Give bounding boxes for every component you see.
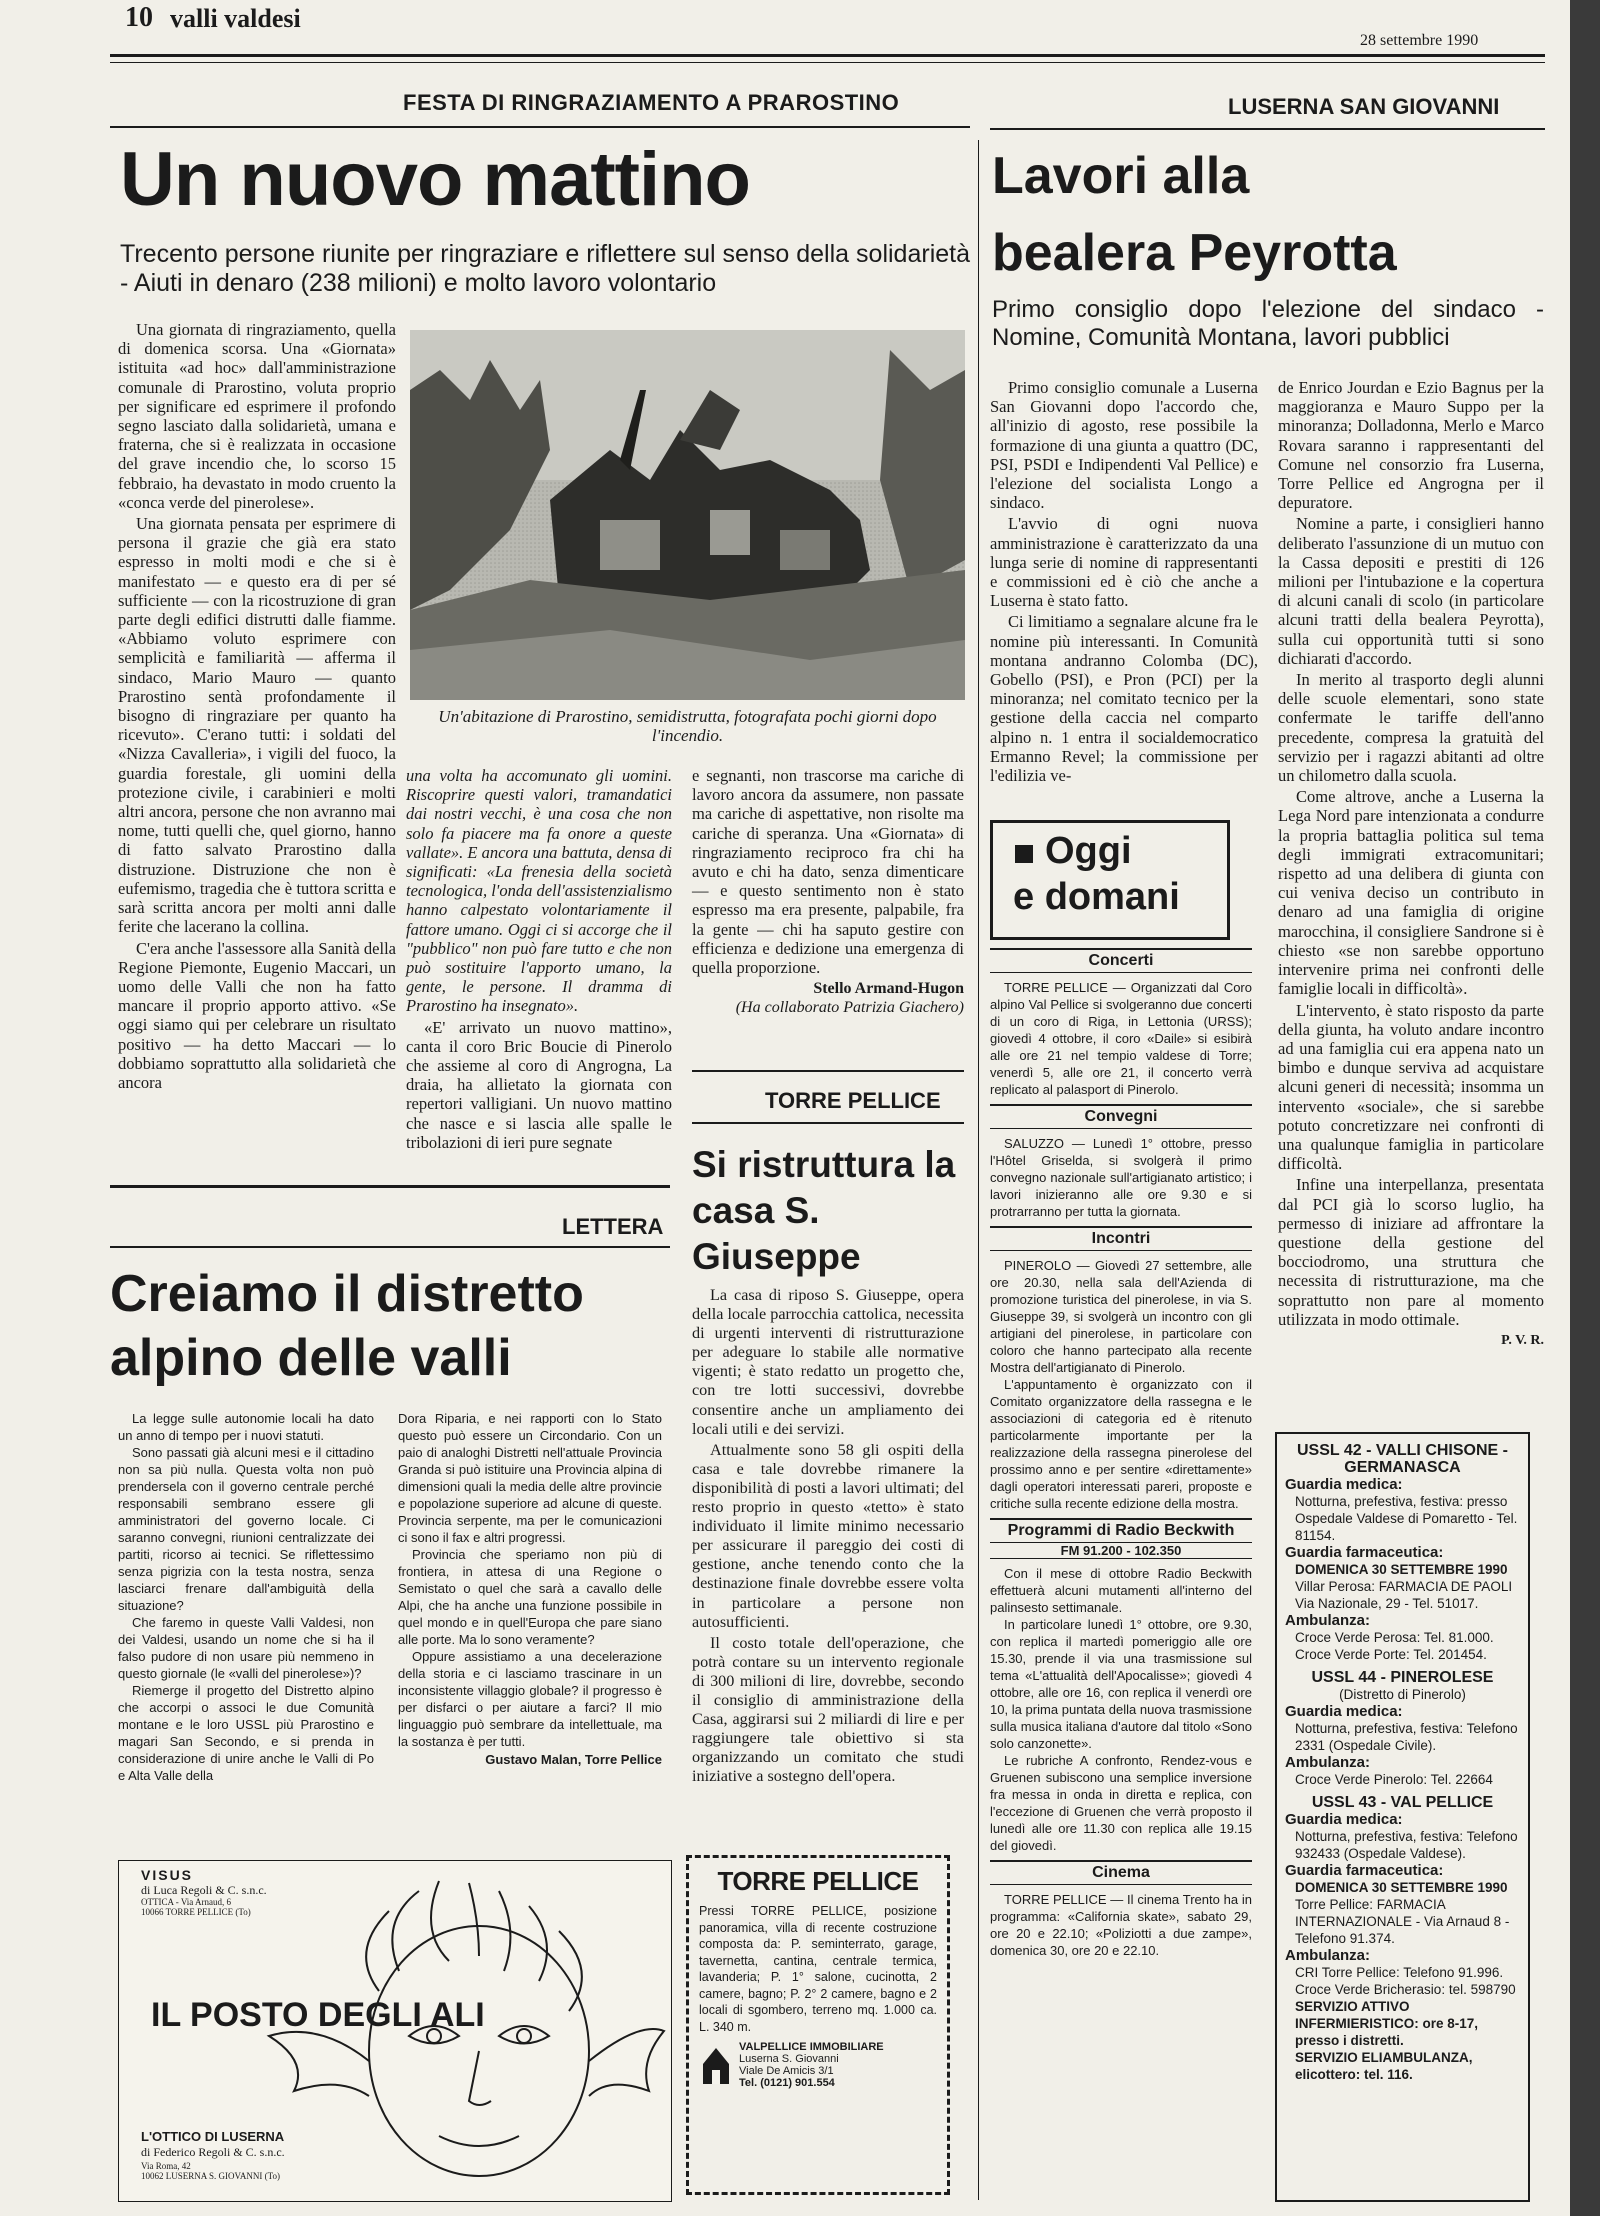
ussl-42-title: USSL 42 - VALLI CHISONE - GERMANASCA	[1297, 1442, 1508, 1476]
article1-credit: (Ha collaborato Patrizia Giachero)	[735, 999, 964, 1017]
article4-column1: Primo consiglio comunale a Luserna San Giovanni dopo l'accordo che, all'inizio di agosto, rese possibile la formazione di una giunta a quattro (DC, PSI, PSDI e Indipendenti Val Pellice) e l'elezione del socialista Longo a sindaco. L'avvio di ogni nuova amministrazione è caratterizzato da una lunga serie di nomine di rappresentanti e commissioni ed è ciò che anche a Luserna è stato fatto. Ci limitiamo a segnalare alcune fra le nomine più interessanti. In Comunità montana andranno Colomba (DC), Gobello (PSI), e Pron (PCI) per la minoranza; nel comitato tecnico per la gestione della caccia nel comparto alpino n. 1 entra il socialdemocratico Ermanno Revel; la commissione per l'edilizia ve-	[990, 378, 1258, 786]
photo-burned-house	[410, 330, 965, 700]
lettera-rule	[110, 1185, 670, 1188]
ad-torre-tel: Tel. (0121) 901.554	[739, 2077, 835, 2089]
section-radio-beckwith: Programmi di Radio Beckwith	[990, 1518, 1252, 1543]
ussl-43-title: USSL 43 - VAL PELLICE	[1311, 1794, 1494, 1811]
visus-line2: OTTICA - Via Arnaud, 6	[141, 1897, 232, 1907]
section-incontri: Incontri	[990, 1226, 1252, 1251]
section-concerti: Concerti	[990, 948, 1252, 973]
ad-visus	[118, 1860, 672, 2202]
kicker-luserna: LUSERNA SAN GIOVANNI	[1228, 94, 1500, 119]
article1-column2: una volta ha accomunato gli uomini. Riscoprire questi valori, tramandatici dai nostri vecchi, è una cosa che non solo fa piacere ma fa onore a queste vallate». E ancora una battuta, densa di significati: «La frenesia della società tecnologica, l'onda dell'assistenzialismo hanno calpestato volontariamente il fattore umano. Oggi ci si accorge che il "pubblico" non può fare tutto e che non può sostituire l'apporto umano, la gente, le persone. Il dramma di Prarostino ha insegnato». «E' arrivato un nuovo mattino», canta il coro Bric Boucie di Pinerolo che assieme al coro di Angrogna, La draia, ha allietato la giornata con repertori valligiani. Un nuovo mattino che nasce e si lascia alle spalle le tribolazioni di ieri pure segnate	[406, 766, 672, 1152]
logo-il-posto-degli-ali: IL POSTO DEGLI ALI	[151, 1996, 485, 2034]
visus-line1: di Luca Regoli & C. s.n.c.	[141, 1883, 267, 1897]
ad-torre-addr2: Viale De Amicis 3/1	[739, 2065, 834, 2077]
visus-brand: VISUS	[141, 1867, 194, 1883]
article1-column3: e segnanti, non trascorse ma cariche di lavoro ancora da assumere, non passate ma cariche di aspettative, non risolte ma cariche di speranza. Una «Giornata» di ringraziamento reciproco fra chi ha avuto e chi ha dato, senza dimenticare — e questo sentimento non è stato espresso ma era presente, palpabile, fra la gente — chi ha saputo gestire con efficienza e dedizione una emergenza di quella proporzione. Stello Armand-Hugon (Ha collaborato Patrizia Giachero)	[692, 766, 964, 1017]
article2-signature: Gustavo Malan, Torre Pellice	[485, 1752, 662, 1767]
article2-column1: La legge sulle autonomie locali ha dato un anno di tempo per i nuovi statuti. Sono passati già alcuni mesi e il cittadino non sa più nulla. Questa volta non può prendersela con il governo centrale perché responsabili sembrano essere gli amministratori del governo locale. Ci saranno convegni, riunioni centralizzate dei partiti, ricorso ai tecnici. Se riflettessimo senza pigrizia con la testa nostra, senza lasciarci frenare dall'ambiguità della situazione? Che faremo in queste Valli Valdesi, non dei Valdesi, usando un nome che si ha il falso pudore di non usare più nemmeno in questo giornale (le «valli del pinerolese»)? Riemerge il progetto del Distretto alpino che accorpi o associ le due Comunità montane e le loro USSL più Prarostino e magari San Secondo, e si prenda in considerazione di unire anche le Valli di Po e Alta Valle della	[118, 1411, 374, 1783]
ad-torre-addr1: Luserna S. Giovanni	[739, 2053, 839, 2065]
burned-house-image	[410, 330, 965, 700]
ad-torre-body: Pressi TORRE PELLICE, posizione panoramica, villa di recente costruzione composta da: P. seminterrato, garage, tavernetta, cantina, centrale termica, lavanderia; P. 1° salone, cucinotta, 2 camere, bagno; P. 2° 2 camere, bagno e 2 locali di sgombero, terreno mq. 1.000 ca. L. 340 m.	[699, 1904, 937, 2034]
issue-date: 28 settembre 1990	[1360, 32, 1479, 49]
kicker-rule-right	[990, 128, 1545, 130]
torre-rule	[692, 1070, 964, 1072]
subheadline-consiglio: Primo consiglio dopo l'elezione del sindaco - Nomine, Comunità Montana, lavori pubblici	[992, 296, 1544, 351]
article1-signature: Stello Armand-Hugon	[813, 980, 964, 998]
house-logo-icon	[699, 2042, 733, 2088]
lettera-rule-under	[110, 1246, 670, 1248]
headline-bealera-l1: Lavori alla	[992, 147, 1250, 205]
paper-name: valli valdesi	[170, 4, 301, 33]
kicker-lettera: LETTERA	[562, 1214, 664, 1239]
radio-frequency: FM 91.200 - 102.350	[990, 1543, 1252, 1559]
visus-line3: 10066 TORRE PELLICE (To)	[141, 1907, 251, 1917]
article4-signature: P. V. R.	[1501, 1332, 1544, 1348]
kicker-rule-left	[110, 126, 970, 128]
visus-shop-line3: 10062 LUSERNA S. GIOVANNI (To)	[141, 2171, 280, 2181]
kicker-prarostino: FESTA DI RINGRAZIAMENTO A PRAROSTINO	[403, 90, 900, 115]
kicker-torre-pellice: TORRE PELLICE	[765, 1088, 941, 1113]
visus-shop-line1: di Federico Regoli & C. s.n.c.	[141, 2145, 285, 2159]
oggi-e-domani-box: Oggi e domani Concerti TORRE PELLICE — Organizzati dal Coro alpino Val Pellice si svolgeranno due concerti di un coro di Riga, in Lettonia (URSS); giovedì 4 ottobre, il coro «Daile» si esibirà alle ore 21 nel tempio valdese di Torre; venerdì 5, alle ore 21, il concerto verrà replicato al palasport di Pinerolo. Convegni SALUZZO — Lunedì 1° ottobre, presso l'Hôtel Griselda, si svolgerà il primo convegno nazionale sull'artigianato artistico; i lavori inizieranno alle ore 9.30 e si protrarranno per tutta la giornata. Incontri PINEROLO — Giovedì 27 settembre, alle ore 20.30, nella sala dell'Azienda di promozione turistica del pinerolese, in via S. Giuseppe 39, si svolgerà un incontro con gli artigiani del pinerolese, in particolare con coloro che hanno partecipato alla recente Mostra dell'artigianato di Pinerolo. L'appuntamento è organizzato con il Comitato organizzatore della rassegna e le associazioni di categoria ed è ritenuto particolarmente importante per la realizzazione della rassegna pinerolese del prossimo anno e per sentire «direttamente» dagli operatori interessati pareri, proposte e critiche sulla recente edizione della mostra. Programmi di Radio Beckwith FM 91.200 - 102.350 Con il mese di ottobre Radio Beckwith effettuerà alcuni mutamenti all'interno del palinsesto settimanale. In particolare lunedì 1° ottobre, ore 9.30, con replica il martedì pomeriggio alle ore 15.30, prende il via una trasmissione sul tema «L'attualità dell'Apocalisse»; giovedì 4 ottobre, alle ore 16, con replica il venerdì ore 10, la prima puntata della nuova trasmissione sulla musica italiana d'autore dal titolo «Sono solo canzonette». Le rubriche A confronto, Rendez-vous e Gruenen subiscono una semplice inversione fra messa in onda in diretta e replica, con l'eccezione di Gruenen che verrà proposto il lunedì alle ore 11.30 con replica alle 19.15 del giovedì. Cinema TORRE PELLICE — Il cinema Trento ha in programma: «California skate», sabato 29, ore 20 e 22.10; «Poliziotti a due zampe», domenica 30, ore 20 e 22.10.	[990, 810, 1252, 2206]
headline-casa-san-giuseppe: Si ristruttura la casa S. Giuseppe	[692, 1144, 956, 1277]
visus-shop: L'OTTICO DI LUSERNA	[141, 2129, 285, 2144]
column-rule-center	[978, 140, 979, 2200]
page-number: 10	[125, 2, 153, 33]
masthead-rule-thin	[110, 62, 1545, 63]
article4-column2: de Enrico Jourdan e Ezio Bagnus per la maggioranza e Mauro Suppo per la minoranza; Dolladonna, Merlo e Marco Rovara saranno i rappresentanti del Comune nel consorzio fra Luserna, Torre Pellice ed Angrogna per il depuratore. Nomine a parte, i consiglieri hanno deliberato l'assunzione di un mutuo con la Cassa depositi e prestiti di 126 milioni per l'intubazione e la copertura di alcuni canali di scolo (in particolare alcuni tratti della bealera Peyrotta), sulla cui opportunità tutti si sono dichiarati d'accordo. In merito al trasporto degli alunni delle scuole elementari, sono state confermate le tariffe dell'anno precedente, compresa la gratuità del servizio per i ragazzi abitanti ad oltre un chilometro dalla scuola. Come altrove, anche a Luserna la Lega Nord pare intenzionata a condurre la propria battaglia politica sul tema degli immigrati extracomunitari; rispetto ad una delibera di giunta con cui veniva deciso un contributo in denaro ad una famiglia di origine marocchina, il consigliere Sandrone si è chiesto «se non sarebbe opportuno intervenire prima nei confronti delle famiglie locali in difficoltà». L'intervento, è stato risposto da parte della giunta, ha voluto andare incontro ad una famiglia cui era appena nato un bimbo e dunque serviva ad acquistare alcuni generi di necessità; insomma un intervento «sociale», che si sarebbe potuto concretizzare nei confronti di una qualunque famiglia in particolare difficoltà. Infine una interpellanza, presentata dal PCI già lo scorso luglio, ha permesso di iniziare ad affrontare la questione della gestione del bocciodromo, una struttura che necessita di ristrutturazione, ma che soprattutto non pare al momento utilizzata in modo ottimale. P. V. R.	[1278, 378, 1544, 1348]
square-bullet-icon	[1015, 845, 1033, 863]
ussl-box: USSL 42 - VALLI CHISONE - GERMANASCA Guardia medica: Notturna, prefestiva, festiva: presso Ospedale Valdese di Pomaretto - Tel. 81154. Guardia farmaceutica: DOMENICA 30 SETTEMBRE 1990 Villar Perosa: FARMACIA DE PAOLI Via Nazionale, 29 - Tel. 51017. Ambulanza: Croce Verde Perosa: Tel. 81.000. Croce Verde Porte: Tel. 201454. USSL 44 - PINEROLESE (Distretto di Pinerolo) Guardia medica: Notturna, prefestiva, festiva: Telefono 2331 (Ospedale Civile). Ambulanza: Croce Verde Pinerolo: Tel. 22664 USSL 43 - VAL PELLICE Guardia medica: Notturna, prefestiva, festiva: Telefono 932433 (Ospedale Valdese). Guardia farmaceutica: DOMENICA 30 SETTEMBRE 1990 Torre Pellice: FARMACIA INTERNAZIONALE - Via Arnaud 8 - Telefono 91.374. Ambulanza: CRI Torre Pellice: Telefono 91.996. Croce Verde Bricherasio: tel. 598790 SERVIZIO ATTIVO INFERMIERISTICO: ore 8-17, presso i distretti. SERVIZIO ELIAMBULANZA, elicottero: tel. 116.	[1275, 1432, 1530, 2202]
page-binding-edge	[1570, 0, 1600, 2216]
ussl-44-title: USSL 44 - PINEROLESE	[1311, 1669, 1494, 1686]
article3-body: La casa di riposo S. Giuseppe, opera della locale parrocchia cattolica, necessita di urgenti interventi di ristrutturazione per adeguare lo stabile alle normative vigenti; è stato redatto un progetto che, con tre lotti successivi, dovrebbe consentire anche un ampliamento dei locali utili e dei servizi. Attualmente sono 58 gli ospiti della casa e tale dovrebbe rimanere la disponibilità di posti a lavori ultimati; del resto proprio in questo «tetto» è stato individuato il limite minimo necessario per assicurare il pareggio dei costi di gestione, anche tenendo conto che la destinazione finale dovrebbe essere volta in particolare a persone non autosufficienti. Il costo totale dell'operazione, che potrà contare su un intervento regionale di 300 milioni di lire, dovrebbe, secondo il consiglio di amministrazione della Casa, aggirarsi sui 2 miliardi di lire e per raggiungere tale obiettivo si sta organizzando un comitato che studi iniziative a sostegno dell'opera.	[692, 1286, 964, 1786]
headline-distretto: Creiamo il distretto alpino delle valli	[110, 1265, 584, 1387]
ad-torre-agency: VALPELLICE IMMOBILIARE	[739, 2041, 884, 2053]
ad-torre-pellice	[686, 1855, 950, 2195]
visus-shop-line2: Via Roma, 42	[141, 2161, 191, 2171]
headline-un-nuovo-mattino: Un nuovo mattino	[120, 137, 750, 222]
section-cinema: Cinema	[990, 1860, 1252, 1885]
ad-torre-title: TORRE PELLICE	[717, 1866, 919, 1896]
subheadline-prarostino: Trecento persone riunite per ringraziare e riflettere sul senso della solidarietà - Aiuti in denaro (238 milioni) e molto lavoro volontario	[120, 240, 970, 297]
photo-caption: Un'abitazione di Prarostino, semidistrutta, fotografata pochi giorni dopo l'incendio.	[438, 707, 937, 745]
article1-column1: Una giornata di ringraziamento, quella di domenica scorsa. Una «Giornata» istituita «ad hoc» dall'amministrazione comunale di Prarostino, voluta proprio per significare ed esprimere il profondo segno lasciato dalla solidarietà, umana e fraterna, che si è realizzata in occasione del grave incendio che, lo scorso 15 febbraio, ha devastato in modo cruento la «conca verde del pinerolese». Una giornata pensata per esprimere di persona il grazie che già era stato espresso in molti modi e che si è manifestato — e questo era di per sé sufficiente — con la ricostruzione di gran parte degli edifici distrutti dalle fiamme. «Abbiamo voluto esprimere con semplicità e familiarità — afferma il sindaco, Mario Mauro — quanto Prarostino sentà profondamente il bisogno di ringraziare per quanto ha ricevuto». C'erano tutti: i soldati del «Nizza Cavalleria», i vigili del fuoco, la guardia forestale, gli uomini della protezione civile, i carabinieri e molti altri ancora, persone che non avranno mai nome, tutti quelli che, quel giorno, hanno di fatto salvato Prarostino dalla distruzione. Distruzione che non è eufemismo, tragedia che è tuttora scritta e sarà scritta ancora per molti anni dalle ferite che lacerano la collina. C'era anche l'assessore alla Sanità della Regione Piemonte, Eugenio Maccari, un uomo delle Valli che non ha fatto mancare il proprio apporto attivo. «Se oggi siamo qui per celebrare un risultato positivo — ha detto Maccari — lo dobbiamo soprattutto alla solidarietà che ancora	[118, 320, 396, 1092]
headline-bealera-l2: bealera Peyrotta	[992, 224, 1397, 282]
article2-column2: Dora Riparia, e nei rapporti con lo Stato questo può essere un Circondario. Con un paio di analoghi Distretti nell'attuale Provincia Granda si può istituire una Provincia alpina di dimensioni quali la media delle altre provincie e popolazione superiore ad alcune di queste. Provincia serpente, ma per le comunicazioni ci sono il fax e altri progressi. Provincia che speriamo non più di frontiera, in attesa di una Regione o Semistato o quel che sarà a cavallo delle Alpi, che ha anche una funzione possibile in quel mondo e in quell'Europa che pare siano alle porte. Ma lo sono veramente? Oppure assistiamo a una decelerazione della storia e ci lasciamo trascinare in un inconsistente villaggio globale? il progresso è per disfarci o per aiutare a farci? Il mio linguaggio può sembrare da intellettuale, ma la sostanza è per tutti. Gustavo Malan, Torre Pellice	[398, 1411, 662, 1767]
masthead-rule	[110, 54, 1545, 57]
section-convegni: Convegni	[990, 1104, 1252, 1129]
torre-rule-under	[692, 1122, 964, 1124]
oggi-e-domani-title: Oggi e domani	[990, 820, 1230, 940]
